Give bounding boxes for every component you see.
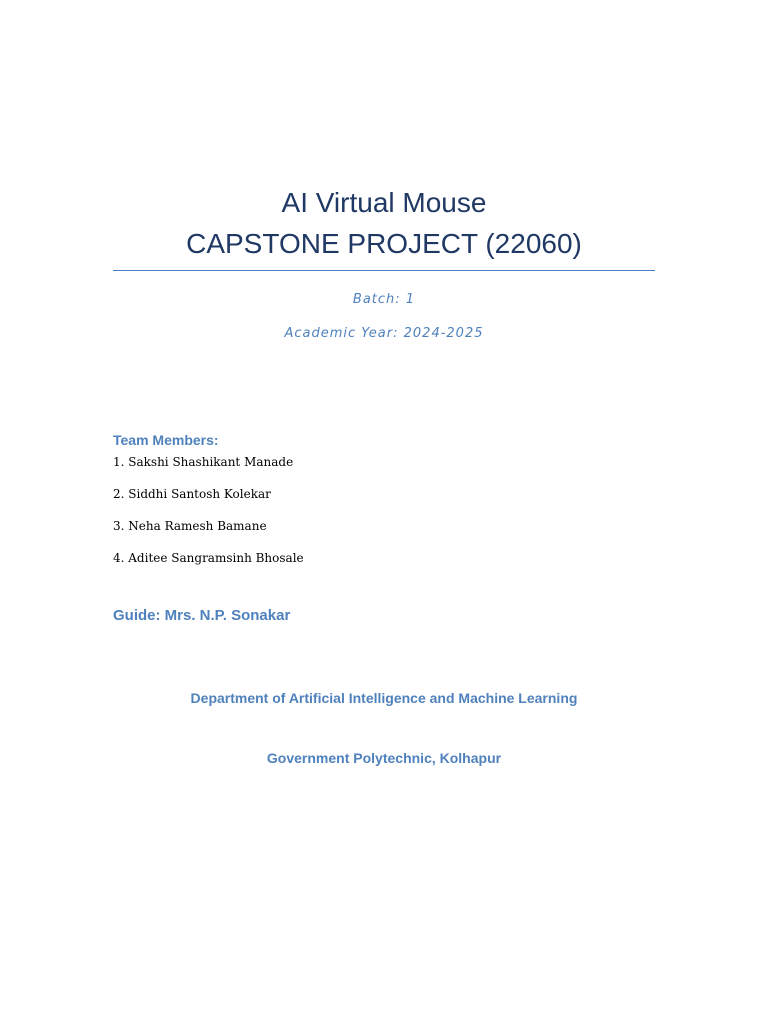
title-divider [113, 270, 655, 271]
document-title: AI Virtual Mouse [281, 187, 487, 218]
document-subtitle: CAPSTONE PROJECT (22060) [186, 228, 582, 259]
team-members-list [113, 455, 304, 583]
team-members-heading: Team Members: [113, 432, 219, 448]
guide-label: Guide: Mrs. N.P. Sonakar [113, 607, 291, 624]
batch-label: Batch: 1 [352, 292, 416, 307]
department-name: Department of Artificial Intelligence and Machine Learning [190, 690, 578, 706]
college-name: Government Polytechnic, Kolhapur [266, 750, 502, 766]
team-member-item: 3. Neha Ramesh Bamane [113, 519, 267, 533]
team-member-item: 4. Aditee Sangramsinh Bhosale [113, 551, 304, 565]
team-member-item: 1. Sakshi Shashikant Manade [113, 455, 294, 469]
academic-year-label: Academic Year: 2024-2025 [284, 326, 484, 341]
team-member-item: 2. Siddhi Santosh Kolekar [113, 487, 271, 501]
